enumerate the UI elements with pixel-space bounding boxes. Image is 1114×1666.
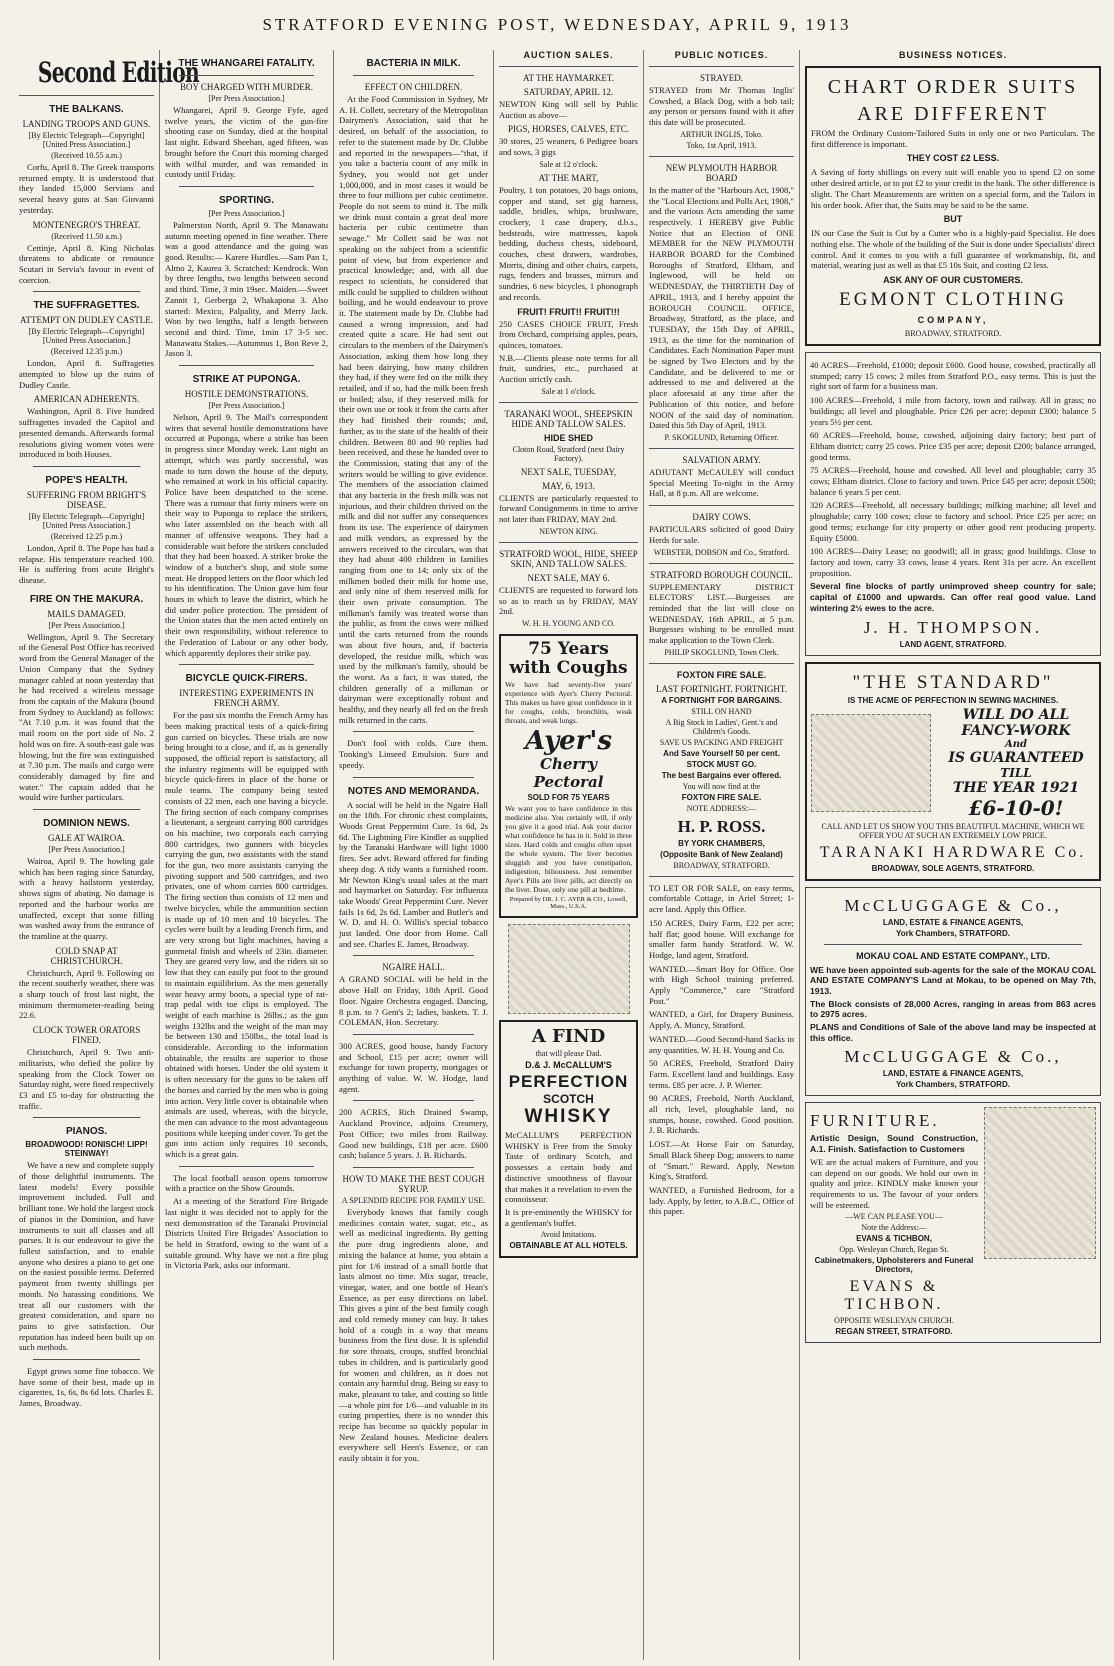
column-4 xyxy=(494,50,644,1660)
sewing-machine-illustration xyxy=(811,714,931,812)
american-subheading: AMERICAN ADHERENTS. xyxy=(33,394,140,405)
divider xyxy=(353,75,474,76)
divider xyxy=(33,466,140,467)
divider xyxy=(179,365,314,366)
press-credit: [Per Press Association.] xyxy=(208,401,285,411)
notice-text: PARTICULARS solicited of good Dairy Herds for sale. xyxy=(649,524,794,545)
mccluggage-address: York Chambers, STRATFORD. xyxy=(896,1080,1010,1090)
masthead: STRATFORD EVENING POST, WEDNESDAY, APRIL 9, 1913 xyxy=(262,15,852,34)
whisky-pre: It is pre-eminently the WHISKY for a gentleman's buffet. xyxy=(505,1206,632,1228)
article-text: A GRAND SOCIAL will be held in the above Hall on Friday, 18th April. Good floor. Ngaire Orchestra engaged. Dancing, 8 p.m. to ? Gent's 2; ladies, baskets. T. J. COLEMAN, Hon. Secretary. xyxy=(339,974,488,1028)
taranaki-hardware: TARANAKI HARDWARE Co. xyxy=(819,843,1087,861)
divider xyxy=(353,731,474,732)
received-time: (Received 12.35 p.m.) xyxy=(50,347,123,357)
boy-subheading: BOY CHARGED WITH MURDER. xyxy=(179,82,313,92)
sporting-heading: SPORTING. xyxy=(218,194,274,206)
whangarei-heading: THE WHANGAREI FATALITY. xyxy=(178,58,315,69)
article-text: CLIENTS are particularly requested to forward Consignments in time to arrive not later than FRIDAY, MAY 2nd. xyxy=(499,492,638,525)
press-credit: [Per Press Association.] xyxy=(48,620,125,630)
received-time: (Received 11.50 a.m.) xyxy=(51,231,122,241)
evans-name: EVANS & TICHBON, xyxy=(856,1234,932,1244)
next-sale: NEXT SALE, MAY 6. xyxy=(527,572,610,583)
save-yourself: And Save Yourself 50 per cent. xyxy=(663,748,780,758)
divider xyxy=(499,66,638,67)
article-text: Don't fool with colds. Cure them. Tonking's Linseed Emulsion. Sure and speedy. xyxy=(339,738,488,770)
wire-credit: [By Electric Telegraph—Copyright] [United Press Association.] xyxy=(28,327,145,346)
signature: WEBSTER, DOBSON and Co., Stratford. xyxy=(653,547,790,557)
pope-heading: POPE'S HEALTH. xyxy=(45,474,128,486)
article-text: CLIENTS are requested to forward lots so as to reach us by FRIDAY, MAY 2nd. xyxy=(499,584,638,617)
article-text: We have a new and complete supply of those delightful instruments. The latest models! Every possible improvement included. Full and brilliant tone. We hold the largest stock of pianos in the Dominion, and have instruments to suit all classes and all purses. It is our endeavour to give the fullest satisfaction, and to enable anyone who desires a piano to get one on the easiest possible terms. Deferred payment from twenty shillings per month. No harassing conditions. We treat all our customers with the greatest consideration, and spare no pains to give satisfaction. Our reputation has indeed been built up on such methods. xyxy=(19,1160,154,1353)
edition-title: Second Edition xyxy=(37,56,199,89)
whisky-avoid: Avoid Imitations. xyxy=(540,1230,597,1240)
still-on: STILL ON HAND xyxy=(691,706,752,716)
ayers-prep: Prepared by DR. J. C. AYER & CO., Lowell, Mass., U.S.A. xyxy=(509,895,628,910)
note-address: NOTE ADDRESS:— xyxy=(686,803,757,813)
divider xyxy=(649,563,794,564)
next-sale: NEXT SALE, TUESDAY, xyxy=(520,466,617,477)
business-notices-header: BUSINESS NOTICES. xyxy=(898,50,1007,60)
chart-text: IN our Case the Suit is Cut by a Cutter who is a highly-paid Specialist. He does nothing else. The whole of the building of the Suit is done under Specialists' direct control. And it comes to you with a full guarantee of workmanship, fit, and material, wearing just as well as that £5 10s Suit, and costing £2 less. xyxy=(811,228,1095,271)
article-text: The local football season opens tomorrow with a practice on the Show Grounds. xyxy=(165,1172,328,1194)
stratford-wool-heading: STRATFORD WOOL, HIDE, SHEEP SKIN, AND TALLOW SALES. xyxy=(499,548,638,569)
auction-header: AUCTION SALES. xyxy=(523,50,614,60)
classified-ad: 150 ACRES, Dairy Farm, £22 per acre; half flat; good house. Will exchange for smaller farm handy Stratford. W. W. Hodge, land agent, Stratford. xyxy=(649,917,794,960)
property-listing: 40 ACRES—Freehold, £1000; deposit £600. Good house, cowshed, practically all stumped; carry 15 cows; 2 miles from Stratford P.O., easy terms. This is just the right sort of farm for a business man. xyxy=(810,360,1096,392)
received-time: (Received 12.25 p.m.) xyxy=(50,531,123,541)
press-credit: [Per Press Association.] xyxy=(208,208,285,218)
sale-date: MAY, 6, 1913. xyxy=(542,480,595,491)
sale-time: Sale at 12 o'clock. xyxy=(539,159,598,169)
article-text: Everybody knows that family cough medicines contain water, sugar, etc., as well as medicinal ingredients. By getting the pure drug ingredients alone, and mixing the balance at home, you obtain a pint for 1/6 instead of a small bottle that lasts almost no time. Mix sugar, treacle, vinegar, water, and one bottle of Hean's Essence, as per easy directions on label. This gives a pint of the best family cough and cold remedy money can buy. It takes hold of a cough in a way that means business from the first dose. It is splendid for sore throats, croups, stuffed bronchial tubes in children, and is particularly good for women and children, as it does not contain any harmful drug. Being so easy to make, pleasant to take, and costing so little—a whole pint for 1/6—and valuable in its curing properties, there is no wonder this recipe has become so quickly popular in New Zealand houses. Medicine dealers everywhere sell Heen's Essence, or can easily obtain it for you. xyxy=(339,1206,488,1464)
received-time: (Received 10.55 a.m.) xyxy=(51,151,122,160)
mccluggage-role: LAND, ESTATE & FINANCE AGENTS, xyxy=(882,917,1024,927)
mokau-plans: PLANS and Conditions of Sale of the above land may be inspected at this office. xyxy=(810,1022,1096,1043)
signature: ARTHUR INGLIS, Toko. xyxy=(680,129,763,139)
standard-price: £6-10-0! xyxy=(968,795,1064,820)
classified-ad: WANTED, a Girl, for Drapery Business. Apply, A. Muncy, Stratford. xyxy=(649,1009,794,1031)
cold-subheading: COLD SNAP AT CHRISTCHURCH. xyxy=(50,945,123,966)
mokau-text: WE have been appointed sub-agents for the sale of the MOKAU COAL AND ESTATE COMPANY'S Land at Mokau, to be opened on May 7th, 1913. xyxy=(810,964,1096,996)
classified-ad: 90 ACRES, Freehold, North Auckland, all rich, level, ploughable land, no stumps, house, cowshed. Good position. J. B. Richards. xyxy=(649,1093,794,1136)
date-line: Toko, 1st April, 1913. xyxy=(686,140,757,150)
article-text: A social will be held in the Ngaire Hall on the 18th. For chronic chest complaints, Woods Great Peppermint Cure. 1s 6d, 2s 6d. The Lightning Fire Kindler as supplied by the Taranaki Hardware will light 1000 fires. See advt. Reward offered for finding sheep dog. A tidy wants a furnished room. Mr Newton King's usual sales at the mart and haymarket on Saturday. For influenza take Woods' Great Peppermint Cure. Never fails 1s 6d, 2s 6d. Lamber and Butler's and W. D. and H. O. Willis's special tobacco just landed. One door from Home. Call and see. Charles E. James, Broadway. xyxy=(339,799,488,949)
property-listing: 320 ACRES—Freehold, all necessary buildings; milking machine; all level and ploughable; carry 100 cows; close to factory and school. Price £25 per acre; on good terms; exchange for city property or other good rent producing property. Equity £5000. xyxy=(810,500,1096,543)
standard-sub: IS THE ACME OF PERFECTION IN SEWING MACHINES. xyxy=(847,695,1059,705)
press-credit: [Per Press Association.] xyxy=(48,845,125,855)
evans-trade: Cabinetmakers, Upholsterers and Funeral Directors, xyxy=(814,1256,974,1275)
classified-ad: 50 ACRES, Freehold, Stratford Dairy Farm. Excellent land and buildings. Easy terms. £85 per acre. J. P. Wierter. xyxy=(649,1058,794,1090)
column-6 xyxy=(800,50,1106,1660)
divider xyxy=(33,1359,140,1360)
ayers-intro: We have had seventy-five years' experience with Ayer's Cherry Pectoral. This makes us have great confidence in it for coughs, colds, bronchitis, weak throats, and weak lungs. xyxy=(505,679,632,725)
furniture-text: WE are the actual makers of Furniture, and you can depend on our goods. We hold our own in quality and price. KINDLY make known your requirements to us. The favour of your orders will be esteemed. xyxy=(810,1156,978,1210)
find-scotch: SCOTCH xyxy=(543,1091,594,1106)
syrup-subheading: A SPLENDID RECIPE FOR FAMILY USE. xyxy=(341,1195,486,1205)
column-1 xyxy=(14,50,199,1660)
wire-credit: [By Electric Telegraph—Copyright] [United Press Association.] xyxy=(28,131,145,149)
puponga-heading: STRIKE AT PUPONGA. xyxy=(192,374,301,386)
furniture-note: Note the Address:— xyxy=(861,1223,927,1233)
property-listing: 75 ACRES—Freehold, house and cowshed. All level and ploughable; carry 35 cows; Eltham district. Close to factory and town. Price £45 per acre; deposit £500; balance 6 years 5 per cent. xyxy=(810,465,1096,497)
foxton-again: FOXTON FIRE SALE. xyxy=(681,792,762,802)
divider xyxy=(33,1117,140,1118)
signature: P. SKOGLUND, Returning Officer. xyxy=(664,432,779,442)
ayers-ad xyxy=(499,634,638,918)
column-3 xyxy=(334,50,494,1660)
pope-subheading: SUFFERING FROM BRIGHT'S DISEASE. xyxy=(26,489,147,510)
bicycle-subheading: INTERESTING EXPERIMENTS IN FRENCH ARMY. xyxy=(179,688,314,709)
ross-name: H. P. ROSS. xyxy=(677,816,766,836)
ayers-sold: SOLD FOR 75 YEARS xyxy=(527,792,610,802)
classified-ad: WANTED.—Smart Boy for Office. One with High School training preferred. Apply "Commerce," care "Stratford Post." xyxy=(649,963,794,1006)
whisky-hotels: OBTAINABLE AT ALL HOTELS. xyxy=(509,1241,628,1251)
foxton-heading: FOXTON FIRE SALE. xyxy=(676,669,767,680)
furniture-text: Artistic Design, Sound Construction, A.1. Finish. Satisfaction to Customers xyxy=(810,1133,978,1155)
article-text: Wellington, April 9. The Secretary of the General Post Office has received word from the General Manager of the Union Company that the Sydney manager cabled at noon yesterday that he had received a wireless message from the captain of the Makura (bound from Sydney to Auckland) as follows: "At 7.10 p.m. it was found that the mail room on the port side of No. 2 hold was on fire. A south-east gale was blowing, but the fire was extinguished at 7.30 p.m. The mails and cargo were considerably damaged by fire and water." The captain added that he would wire further particulars. xyxy=(19,631,154,803)
find-sub: that will please Dad. xyxy=(535,1048,602,1058)
hostile-subheading: HOSTILE DEMONSTRATIONS. xyxy=(184,389,309,400)
regan-street: REGAN STREET, STRATFORD. xyxy=(835,1327,953,1337)
wool-heading: TARANAKI WOOL, SHEEPSKIN HIDE AND TALLOW SALES. xyxy=(504,408,633,429)
press-credit: [Per Press Association.] xyxy=(208,94,285,103)
article-text: 250 CASES CHOICE FRUIT, Fresh from Orchard, comprising apples, pears, quinces, tomatoes. xyxy=(499,318,638,350)
broadway-line: BROADWAY, STRATFORD. xyxy=(673,860,770,870)
evans-opposite: OPPOSITE WESLEYAN CHURCH. xyxy=(834,1316,954,1326)
standard-line: IS GUARANTEED xyxy=(948,749,1084,766)
mccluggage-name: McCLUGGAGE & Co., xyxy=(844,1047,1062,1067)
divider xyxy=(179,1166,314,1167)
dairy-heading: DAIRY COWS. xyxy=(692,512,751,523)
find-brand: D.& J. McCALLUM'S xyxy=(525,1059,612,1070)
divider xyxy=(353,1100,474,1101)
newspaper-columns xyxy=(14,50,1106,1660)
divider xyxy=(499,402,638,403)
article-text: London, April 8. The Pope has had a relapse. His temperature reached 100. He is suffering from acute Bright's disease. xyxy=(19,542,154,586)
evans-name-large: EVANS & TICHBON. xyxy=(844,1278,944,1314)
ayers-name: Ayer's xyxy=(524,725,613,756)
notice-text: SUPPLEMENTARY DISTRICT ELECTORS' LIST.—Burgesses are reminded that the list will close on WEDNESDAY, 16th APRIL, at 5 p.m. Burgesses wishing to be enrolled must make application to the Town Clerk. xyxy=(649,581,794,646)
makura-heading: FIRE ON THE MAKURA. xyxy=(29,593,144,605)
article-text: Palmerston North, April 9. The Manawatu autumn meeting opened in fine weather. There was a good attendance and the going was good. Results:— Karere Hurdles.—Sam Pan 1, Almo 2, Kaurea 3. Scratched: Kendrock. Won by three lengths, two lengths between second and third. Time, 3 min 19sec. Maiden.—Sweet Zannit 1, Gerberga 2, Whakapona 3. Also started: Mexico, Palpality, and Merry Jack. Won by two lengths, half a length between second and third. Time, 1min 17 3-5 sec. Manawatu Stakes.—Autumnus 1, Bon Reve 2, Jason 3. xyxy=(165,219,328,359)
divider xyxy=(499,542,638,543)
egmont-address: BROADWAY, STRATFORD. xyxy=(904,329,1002,339)
bacteria-heading: BACTERIA IN MILK. xyxy=(366,58,461,69)
mccluggage-role: LAND, ESTATE & FINANCE AGENTS, xyxy=(882,1069,1024,1079)
egmont-name: EGMONT CLOTHING xyxy=(839,289,1067,311)
divider xyxy=(649,156,794,157)
fruit-heading: FRUIT! FRUIT!! FRUIT!!! xyxy=(517,306,620,317)
bicycle-heading: BICYCLE QUICK-FIRERS. xyxy=(185,673,308,685)
divider xyxy=(649,66,794,67)
column-2 xyxy=(160,50,334,1660)
pianos-heading: PIANOS. xyxy=(65,1126,108,1138)
piano-brands: BROADWOOD! RONISCH! LIPP! STEINWAY! xyxy=(25,1140,148,1159)
best-bargains: The best Bargains ever offered. xyxy=(661,770,782,780)
article-text: Whangarei, April 9. George Fyfe, aged twelve years, the victim of the gun-fire shooting case on Sunday, died at the hospital last night. Edward Sheehan, aged fifteen, was brought before the Court this morning charged with wilful murder, and was remanded in custody until Friday. xyxy=(165,105,328,180)
gale-subheading: GALE AT WAIROA. xyxy=(48,833,125,844)
chart-ask: ASK ANY OF OUR CUSTOMERS. xyxy=(883,275,1023,286)
property-listing: 60 ACRES—Freehold, house, cowshed, adjoining dairy factory; best part of Eltham district; carry 25 cows. Price £35 per acre; deposit £200; balance arranged, good terms. xyxy=(810,430,1096,462)
article-text: Cettinje, April 8. King Nicholas threatens to abdicate or renounce Scutari in Servia's favour in event of coercion. xyxy=(19,242,154,285)
classified-ad: WANTED.—Good Second-hand Sacks in any quantities. W. H. H. Young and Co. xyxy=(649,1033,794,1055)
chart-title-1: CHART ORDER SUITS xyxy=(827,76,1079,98)
article-text: Washington, April 8. Five hundred suffragettes invaded the Capitol and presented demands. Afterwards formal resolutions giving women votes were introduced in both Houses. xyxy=(19,406,154,460)
dresser-illustration xyxy=(984,1107,1096,1259)
divider xyxy=(179,664,314,665)
article-text: At a meeting of the Stratford Fire Brigade last night it was decided not to apply for the next demonstration of the Taranaki Provincial Districts United Fire Brigades' Association to be held in Stratford, owing to the want of a suitable ground. Why have we not a fire plug in Victoria Park, asks our informant. xyxy=(165,1196,328,1271)
divider xyxy=(353,777,474,778)
article-text: For the past six months the French Army has been making practical tests of a quick-firing gun carried on bicycles. These trials are now being brought to a close, and if, as is generally supposed, the official report is satisfactory, all the infantry regiments will be equipped with bicycle quick-firers in place of the horse or mule teams. The company being tested consists of 22 men, each one having a bicycle. The firing section of each company comprises a lieutenant, a sergeant carrying 800 cartridges on his machine, two corporals each carrying 800 cartridges, two gunners with bicycles carrying the gun, two assistants with the stand for the gun, two more assistants carrying the pivoting support and 500 cartridges, and two privates, one of whom carries 800 cartridges. The firing section thus consists of 12 men and twelve bicycles, while the ammunition section is made up of 10 men and 10 bicycles. The cycles were built by a leading French firm, and are very strong but light machines, having a gunmetal finish and wheels of 23in. diameter. They are geared very low, and the riders sit so low that they can easily put foot to the ground to maintain equilibrium. As the men generally wear heavy army boots, a special type of rat-trap pedal with toe clips is employed. The weight of each machine is 26lbs.; as the gun weighs 132lbs and the weight of the man may be between 130 and 150lbs., the total load is considerable. According to the information obtainable, the results are superior to those obtained with horses. Under the old system it is often necessary for the guns to be taken off the horses and carried by the men who is going into action. Very little cover is obtainable when animals are used, whereas, with the bicycle, the men can advance to the most advantageous positions while keeping under cover. To get the gun into action only requires 10 seconds, which is a great gain. xyxy=(165,710,328,1160)
furniture-please: —WE CAN PLEASE YOU— xyxy=(845,1212,943,1222)
classified-ad: TO LET OR FOR SALE, on easy terms, comfortable Cottage, in Ariel Street; 1-acre land. Apply this Office. xyxy=(649,882,794,915)
montenegro-subheading: MONTENEGRO'S THREAT. xyxy=(32,219,141,230)
find-heading: A FIND xyxy=(531,1025,606,1047)
hide-shed: HIDE SHED xyxy=(543,432,593,443)
ayers-years: 75 Years with Coughs xyxy=(509,638,628,678)
divider xyxy=(33,809,140,810)
notice-text: STRAYED from Mr Thomas Inglis' Cowshed, a Black Dog, with a bob tail; any person or persons found with it after this date will be prosecuted. xyxy=(649,85,794,128)
salvation-heading: SALVATION ARMY. xyxy=(682,454,761,465)
signature: W. H. H. YOUNG AND CO. xyxy=(522,618,615,628)
article-text: At the Food Commission in Sydney, Mr A. H. Collett, secretary of the Metropolitan Dairymen's Association, said that he desired, on behalf of the association, to refer to the statement made by Dr. Clubbe and reported in the newspapers—"that, if you take a bacteria count of any milk in Sydney, you would not get under 1,000,000, and in most cases it would be three to four millions per cubic centimetre. People do not seem to mind it. The milk we drink must contain a great deal more bacteria per cubic centimetre than sewage." Mr Collett said he was not speaking on the subject from a scientific point of view, but from experience and practical knowledge; and, with all due respect to scientists, he considered that milk could be supplied to children without boiling, and he would endeavour to prove it. The statement made by Dr. Clubbe had caused a wrong impression, and had created quite a scare. He had sent out circulars to the members of the Dairymen's Association, asking them how long they had been dairying, how many children they had, if they were fed on the milk they retailed, and if so, had the milk been fresh or boiled; also, if they reserved milk for their own use or took it from the carts after they had finished their rounds; and, further, as to the state of the health of their children. Between 80 and 90 replies had been received, and these he handed over to the Commission, stating that any of the writers would be willing to give evidence. The members of the association claimed that any bacteria in the fresh milk was not injurious, and their children thrived on the milk and did not suffer any consequences from its use. The experience of dairymen and milk vendors, as expressed by the answers received to the circulars, was that they had about 400 children in families ranging from one to 14; only six of the milkmen boiled their milk for home use, and only nine of them reserved milk for their own private consumption. The milkman's family was treated worse than the public, as from the cows were milked until the carts returned from the rounds was about five hours, and, if bacteria developed, the residue milk, which was used by the milkman's family, should be the worst. As a fact, it was stated, the children generally of a milkman or dairyman were exceptionally robust and healthy, and they nearly all fed on the fresh milk returned in the carts. xyxy=(339,94,488,725)
harbour-heading: NEW PLYMOUTH HARBOR BOARD xyxy=(665,162,778,183)
mccluggage-address: York Chambers, STRATFORD. xyxy=(896,928,1010,938)
divider xyxy=(649,876,794,877)
whisky-ad xyxy=(499,1020,638,1258)
ayers-text: We want you to have confidence in this medicine also. You certainly will, if only you give it a good trial. Ask your doctor what confidence he has in it. Sold in three sizes. Hard colds and coughs often upset the whole system. The liver becomes sluggish and you have constipation, indigestion, biliousness. Just remember Ayer's Pills are liver pills, act directly on the liver. Dose, only one pill at bedtime. xyxy=(505,803,632,894)
whisky-text: McCALLUM'S PERFECTION WHISKY is Free from the Smoky Taste of ordinary Scotch, and possesses a certain body and distinctive smoothness of flavour that makes it a revelation to even the connoisseur. xyxy=(505,1129,632,1205)
divider xyxy=(33,291,140,292)
classified-ad: 300 ACRES, good house, handy Factory and School, £15 per acre; owner will exchange for town property, mortgages or anything of value. W. W. Hodge, land agent. xyxy=(339,1040,488,1094)
chart-text: A Saving of forty shillings on every suit will enable you to spend £2 on some other desired article, or to put £2 to your credit in the bank. The other difference is slight. The Chart Measurements are written on a special form, and the Tailors in his order book. After that, the Suits may be said to be the same. xyxy=(811,167,1095,210)
mokau-block: The Block consists of 28,000 Acres, ranging in areas from 863 acres to 2975 acres. xyxy=(810,998,1096,1020)
signature: PHILIP SKOGLUND, Town Clerk. xyxy=(664,647,779,657)
divider xyxy=(353,955,474,956)
standard-line: WILL DO ALL xyxy=(962,706,1070,723)
clock-subheading: CLOCK TOWER ORATORS FINED. xyxy=(32,1025,141,1046)
mokau-heading: MOKAU COAL AND ESTATE COMPANY., LTD. xyxy=(856,950,1050,961)
standard-line: And xyxy=(1004,738,1028,750)
date-subheading: SATURDAY, APRIL 12. xyxy=(523,87,614,97)
divider xyxy=(824,944,1082,945)
public-notices-header: PUBLIC NOTICES. xyxy=(674,50,769,60)
suffragettes-heading: THE SUFFRAGETTES. xyxy=(33,300,140,312)
ngaire-heading: NGAIRE HALL. xyxy=(382,962,445,973)
column-5 xyxy=(644,50,800,1660)
signature: NEWTON KING. xyxy=(539,526,598,536)
boy-illustration xyxy=(508,924,630,1014)
thompson-name: J. H. THOMPSON. xyxy=(863,617,1043,637)
haymarket-subheading: AT THE HAYMARKET. xyxy=(523,73,614,83)
mart-subheading: AT THE MART, xyxy=(538,172,599,183)
thompson-role: LAND AGENT, STRATFORD. xyxy=(899,639,1007,649)
save-packing: SAVE US PACKING AND FREIGHT xyxy=(659,737,784,747)
thompson-ad xyxy=(805,352,1101,655)
article-text: NEWTON King will sell by Public Auction as above— xyxy=(499,99,638,120)
standard-ad xyxy=(805,662,1101,881)
divider xyxy=(649,663,794,664)
effect-subheading: EFFECT ON CHILDREN. xyxy=(364,82,463,92)
divider xyxy=(649,505,794,506)
property-listing: 100 ACRES—Freehold, 1 mile from factory, town and railway. All in grass; no buildings; all level and ploughable. Price £26 per acre; deposit £300; balance 5 years 5½ per cent. xyxy=(810,395,1096,427)
property-listing: 100 ACRES—Dairy Lease; no goodwill; all in grass; good buildings. Close to factory and town, carry 33 cows, lease 4 years. Rent 31s per acre. An excellent proposition. xyxy=(810,546,1096,578)
mccluggage-name: McCLUGGAGE & Co., xyxy=(844,895,1062,915)
article-text: N.B.—Clients please note terms for all fruit, sundries, etc., purchased at Auction strictly cash. xyxy=(499,352,638,385)
article-text: Christchurch, April 9. Two anti-militarists, who defied the police by speaking from the Clock Tower on Saturday night, were fined respectively £3 and £5 to-day for obstructing the traffic. xyxy=(19,1047,154,1111)
landing-subheading: LANDING TROOPS AND GUNS. xyxy=(22,119,151,129)
stock-must: STOCK MUST GO. xyxy=(686,759,757,769)
divider xyxy=(179,186,314,187)
mccluggage-ad xyxy=(805,887,1101,1097)
classified-ad: 200 ACRES, Rich Drained Swamp, Auckland Province, adjoins Creamery, Post Office; two miles from Railway. Good new buildings, £18 per acre. £600 cash; balance 5 years. J. B. Richards. xyxy=(339,1107,488,1161)
article-text: Corfu, April 8. The Greek transports returned empty. It is understood that they landed 15,000 Servians and several heavy guns at San Giovanni yesterday. xyxy=(19,162,154,215)
attempt-subheading: ATTEMPT ON DUDLEY CASTLE. xyxy=(20,315,153,326)
chart-suits-ad xyxy=(805,66,1101,346)
classified-ad: LOST.—At Horse Fair on Saturday, Small Black Sheep Dog; answers to name of "Smart." Reward. Apply, Newton King's, Stratford. xyxy=(649,1139,794,1182)
article-text: Egypt grows some fine tobacco. We have some of their best, made up in cigarettes, 1s, 6s, 8s 6d lots. Charles E. James, Broadway. xyxy=(19,1366,154,1409)
classified-ad: WANTED, a Furnished Bedroom, for a lady. Apply, by letter, to A.B.C., Office of this paper. xyxy=(649,1185,794,1217)
york-chambers: BY YORK CHAMBERS, xyxy=(678,838,765,848)
stock-list: 30 stores, 25 weaners, 6 Pedigree boars and sows, 3 gigs xyxy=(499,136,638,158)
find-perfection: PERFECTION xyxy=(508,1071,629,1091)
hardware-line: BROADWAY, SOLE AGENTS, STRATFORD. xyxy=(871,863,1035,873)
dominion-heading: DOMINION NEWS. xyxy=(43,818,130,830)
furniture-ad xyxy=(805,1102,1101,1343)
find-at: You will now find at the xyxy=(682,781,761,791)
borough-heading: STRATFORD BOROUGH COUNCIL. xyxy=(650,569,793,580)
last-fortnight: LAST FORTNIGHT. FORTNIGHT. xyxy=(656,683,787,694)
divider xyxy=(649,448,794,449)
article-text: Wairoa, April 9. The howling gale which has been raging since Saturday, with a heavy hailstorm yesterday, shows signs of abating. No damage is reported and the harbour works are unaffected, except that some filling was washed away from the entrance of the tramline at the quarry. xyxy=(19,856,154,941)
find-whisky: WHISKY xyxy=(524,1105,613,1127)
chart-title-2: ARE DIFFERENT xyxy=(857,103,1049,125)
standard-call: CALL AND LET US SHOW YOU THIS BEAUTIFUL MACHINE, WHICH WE OFFER YOU AT SUCH AN EXTREMELY LOW PRICE. xyxy=(821,821,1085,840)
divider xyxy=(179,75,314,76)
big-stock: A Big Stock in Ladies', Gent.'s and Children's Goods. xyxy=(665,717,778,736)
strayed-heading: STRAYED. xyxy=(700,73,743,83)
chart-text: FROM the Ordinary Custom-Tailored Suits in only one or two Particulars. The first difference is important. xyxy=(811,128,1095,149)
divider xyxy=(353,1167,474,1168)
pigs-subheading: PIGS, HORSES, CALVES, ETC. xyxy=(508,124,629,135)
article-text: Nelson, April 9. The Mail's correspondent wires that several hostile demonstrations have occurred at Puponga, where a strike has been in progress since Monday week. Last night an attempt, which was partly successful, was made to turn down the house of the deputy, who remained at work in his official capacity. Police have been despatched to the scene. There was a rumour that forty miners were on their way to Puponga to replace the strikers, who later assembled on the beach with all manner of offensive weapons. They had a considerable wait before the strikers concluded that they had been hoaxed. A striker broke the window of a butcher's shop, and stole some meat. He dropped letters on the floor which led to his identification. The Union gave him four hours in which to leave the district, which he did under police protection. The president of the Union states that the men acted entirely on their own responsibility, without reference to the Federation of Labour or any other body, which apparently deplores their strike pay. xyxy=(165,412,328,658)
egmont-company: COMPANY, xyxy=(917,315,989,326)
makura-subheading: MAILS DAMAGED. xyxy=(47,608,126,619)
furniture-heading: FURNITURE. xyxy=(810,1111,940,1131)
balkans-heading: THE BALKANS. xyxy=(49,104,124,115)
wire-credit: [By Electric Telegraph—Copyright] [United Press Association.] xyxy=(28,511,145,530)
notice-text: ADJUTANT McCAULEY will conduct Special Meeting To-night in the Army Hall, at 8 p.m. All are welcome. xyxy=(649,466,794,499)
article-text: London, April 8. Suffragettes attempted to blow up the ruins of Dudley Castle. xyxy=(19,358,154,390)
article-text: Christchurch, April 9. Following on the recent southerly weather, there was a sharp touch of frost last night, the minimum thermometer-reading being 22.6. xyxy=(19,967,154,1021)
evans-opposite: Opp. Wesleyan Church, Regan St. xyxy=(839,1245,949,1255)
chart-cost: THEY COST £2 LESS. xyxy=(906,153,1000,164)
standard-line: FANCY-WORK xyxy=(961,722,1071,739)
standard-line: TILL xyxy=(1000,765,1032,780)
article-text: Poultry, 1 ton potatoes, 20 bags onions, copper and stand, set gig harness, saddle, bridles, whips, brushware, crockery, 1 case drapery, d.b.s., bedsteads, wire mattresses, kapok bedding, duchess chests, sideboard, couches, chest drawers, wardrobes, Morris, dining and other chairs, carpets, rugs, fenders and brasses, mirrors and sundries, 6 new bicycles, 1 phonograph and records. xyxy=(499,184,638,302)
blocks-text: Several fine blocks of partly unimproved sheep country for sale; capital of £1000 and upwards. Can offer real good value. Land wintering 2½ ewes to the acre. xyxy=(810,581,1096,613)
standard-title: "THE STANDARD" xyxy=(852,671,1054,693)
notes-heading: NOTES AND MEMORANDA. xyxy=(347,785,480,797)
bargains: A FORTNIGHT FOR BARGAINS. xyxy=(661,695,782,705)
standard-line: THE YEAR 1921 xyxy=(952,779,1080,796)
syrup-heading: HOW TO MAKE THE BEST COUGH SYRUP. xyxy=(342,1173,485,1194)
divider xyxy=(353,1034,474,1035)
cloton-road: Cloton Road, Stratford (next Dairy Factory). xyxy=(512,444,625,463)
notice-text: In the matter of the "Harbours Act, 1908," the "Local Elections and Polls Act, 1908," and the various Acts amending the same respectively. I HEREBY give Public Notice that an Election of ONE MEMBER for the NEW PLYMOUTH HARBOR BOARD for the Combined Boroughs of Stratford, Eltham, and Inglewood, will be held on WEDNESDAY, the THIRTIETH Day of APRIL, 1913, and I hereby appoint the BOROUGH COUNCIL OFFICE, Broadway, Stratford, as the place, and TUESDAY, the 15th Day of APRIL, 1913, as the time for the nomination of Candidates. Each Nomination Paper must be signed by Two Electors and by the Candidate, and be delivered to me or addressed to me and delivered at the place aforesaid at any time after the Publication of this notice, and before NOON of the said day of nomination. Dated this 5th Day of April, 1913. xyxy=(649,184,794,431)
divider xyxy=(19,95,154,96)
opposite-bank: (Opposite Bank of New Zealand) xyxy=(660,849,783,859)
ayers-product: Cherry Pectoral xyxy=(533,754,604,791)
sale-time: Sale at 1 o'clock. xyxy=(541,386,596,396)
chart-but: BUT xyxy=(943,214,963,225)
